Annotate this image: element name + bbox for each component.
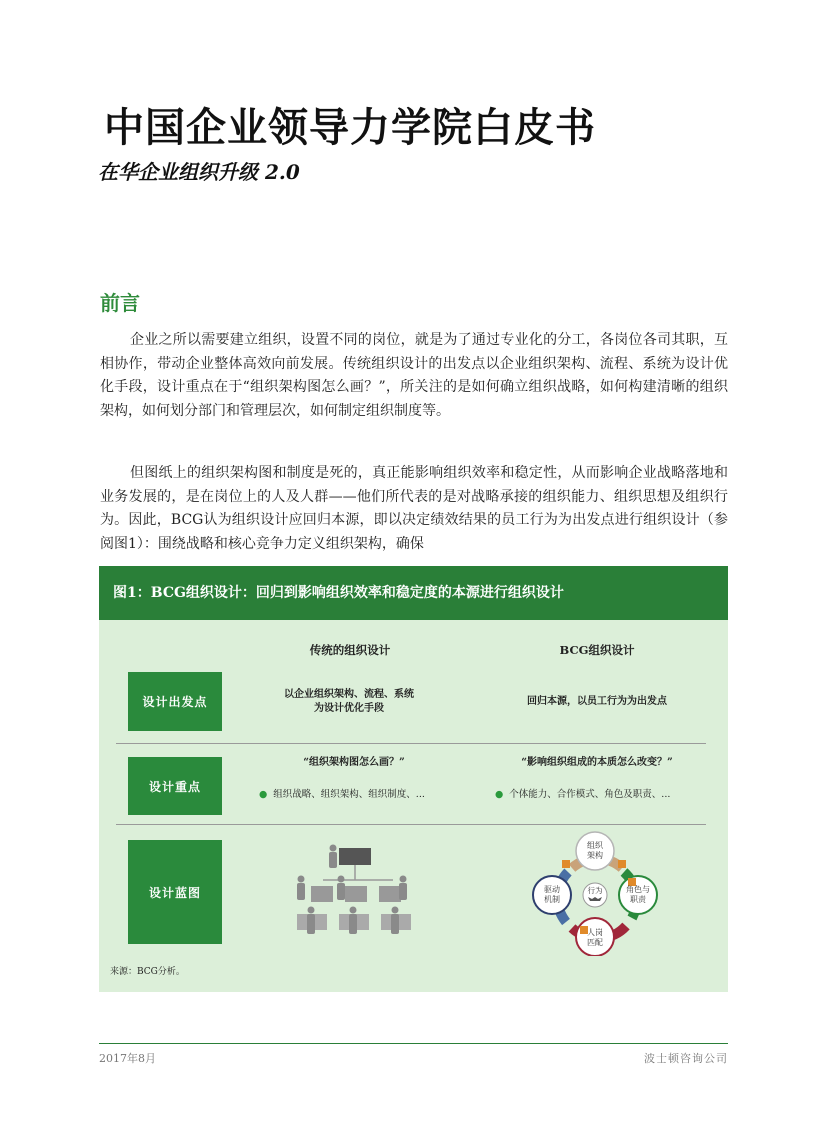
person-icon: [329, 845, 337, 869]
figure-source: 来源：BCG分析。: [110, 967, 185, 977]
cycle-label-left-1: 驱动: [544, 885, 560, 894]
bullet-text: 组织战略、组织架构、组织制度、...: [273, 789, 425, 800]
cycle-square-icon: [562, 860, 570, 868]
cycle-label-bottom-2: 匹配: [587, 938, 603, 947]
paragraph-2: 但图纸上的组织架构图和制度是死的，真正能影响组织效率和稳定性，从而影响企业战略落地和业务发展的，是在岗位上的人及人群——他们所代表的是对战略承接的组织能力、组织思想及组织行为。因此，BCG认为组织设计应回归本源，即以决定绩效结果的员工行为为出发点进行组织设计（参阅图1）：围绕战略和核心竞争力定义组织架构，确保: [100, 465, 728, 552]
cell-start-bcg: 回归本源，以员工行为为出发点: [527, 696, 667, 707]
cycle-label-top-2: 架构: [587, 851, 603, 860]
document-title: 中国企业领导力学院白皮书: [104, 104, 596, 151]
cell-focus-traditional-quote: “组织架构图怎么画？”: [303, 757, 405, 768]
footer-company: 波士顿咨询公司: [644, 1052, 728, 1065]
bullet-dot-icon: ●: [259, 789, 268, 800]
bullet-text: 个体能力、合作模式、角色及职责、...: [509, 789, 671, 800]
cycle-label-center: 行为: [587, 886, 603, 895]
paragraph-1: 企业之所以需要建立组织，设置不同的岗位，就是为了通过专业化的分工，各岗位各司其职，互相协作，带动企业整体高效向前发展。传统组织设计的出发点以企业组织架构、流程、系统为设计优化手段，设计重点在于“组织架构图怎么画？”，所关注的是如何确立组织战略，如何构建清晰的组织架构，如何划分部门和管理层次，如何制定组织制度等。: [100, 332, 728, 419]
bcg-cycle-diagram: [522, 826, 672, 956]
cell-start-traditional-line1: 以企业组织架构、流程、系统: [284, 689, 414, 700]
cell-focus-bcg-quote: “影响组织组成的本质怎么改变？”: [521, 757, 673, 768]
cell-start-traditional: [259, 688, 439, 716]
row-divider: [116, 743, 706, 744]
bullet-focus-bcg: [495, 786, 670, 800]
row-divider: [116, 824, 706, 825]
cycle-label-right-1: 角色与: [626, 885, 650, 894]
org-chart-illustration: [293, 842, 423, 944]
cycle-label-left-2: 机制: [544, 895, 560, 904]
bullet-focus-traditional: [259, 786, 425, 800]
cycle-label-right-2: 职责: [630, 895, 646, 904]
section-heading: 前言: [100, 291, 140, 315]
column-header-traditional: 传统的组织设计: [309, 643, 391, 657]
row-label-blueprint: 设计蓝图: [128, 840, 222, 944]
cycle-label-bottom-1: 人岗: [587, 928, 603, 937]
footer-divider: [99, 1043, 728, 1044]
org-chart-board-icon: [339, 848, 371, 865]
row-label-focus: 设计重点: [128, 757, 222, 815]
cycle-node-bottom: [576, 918, 614, 956]
cycle-square-icon: [618, 860, 626, 868]
footer-date: 2017年8月: [99, 1052, 156, 1065]
figure-1: [99, 566, 728, 992]
cycle-label-top-1: 组织: [587, 841, 603, 850]
figure-title: 图1：BCG组织设计：回归到影响组织效率和稳定度的本源进行组织设计: [99, 566, 728, 620]
bullet-dot-icon: ●: [495, 789, 504, 800]
cell-start-traditional-line2: 为设计优化手段: [314, 703, 384, 714]
column-header-bcg: BCG组织设计: [559, 643, 635, 657]
row-label-start: 设计出发点: [128, 672, 222, 731]
document-subtitle: 在华企业组织升级 2.0: [98, 160, 300, 184]
